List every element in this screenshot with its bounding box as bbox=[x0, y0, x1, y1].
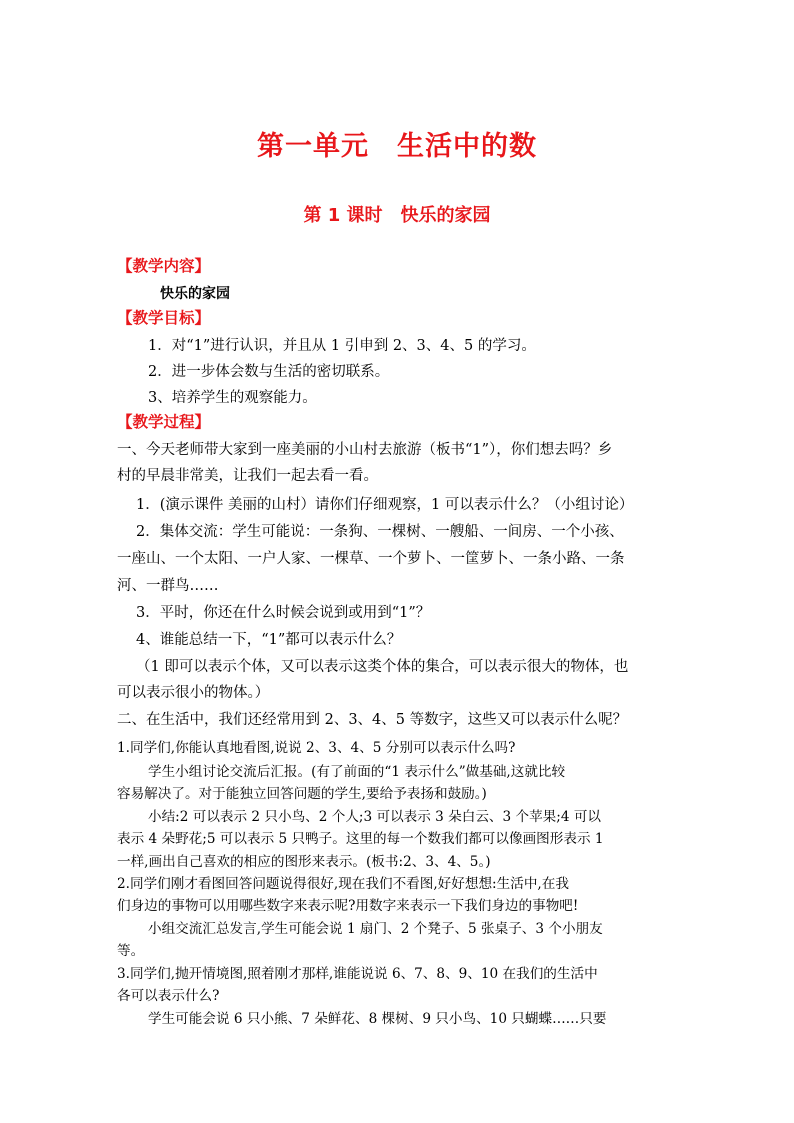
content-text: 快乐的家园 bbox=[160, 286, 230, 302]
body-line: 河、一群鸟…… bbox=[117, 578, 219, 594]
goal-item: 3、培养学生的观察能力。 bbox=[148, 390, 317, 406]
body-line: 学生可能会说 6 只小熊、7 朵鲜花、8 棵树、9 只小鸟、10 只蝴蝶……只要 bbox=[148, 1011, 607, 1027]
section-heading-goals: 【教学目标】 bbox=[117, 309, 211, 327]
body-line: 学生小组讨论交流后汇报。(有了前面的“1 表示什么”做基础,这就比较 bbox=[148, 764, 566, 780]
body-line: （1 即可以表示个体，又可以表示这类个体的集合，可以表示很大的物体，也 bbox=[136, 659, 629, 675]
goal-item: 1．对“1”进行认识，并且从 1 引申到 2、3、4、5 的学习。 bbox=[148, 338, 536, 354]
body-line: 一、今天老师带大家到一座美丽的小山村去旅游（板书“1”），你们想去吗？乡 bbox=[117, 442, 613, 458]
body-line: 3.同学们,抛开情境图,照着刚才那样,谁能说说 6、7、8、9、10 在我们的生活中 bbox=[117, 966, 598, 982]
body-line: 1.同学们,你能认真地看图,说说 2、3、4、5 分别可以表示什么吗? bbox=[117, 740, 516, 756]
body-line: 2.同学们刚才看图回答问题说得很好,现在我们不看图,好好想想:生活中,在我 bbox=[117, 876, 569, 892]
body-line: 表示 4 朵野花;5 可以表示 5 只鸭子。这里的每一个数我们都可以像画图形表示 1 bbox=[117, 831, 604, 847]
body-line: 2．集体交流：学生可能说：一条狗、一棵树、一艘船、一间房、一个小孩、 bbox=[136, 524, 624, 540]
section-heading-process: 【教学过程】 bbox=[117, 413, 211, 431]
body-line: 一样,画出自己喜欢的相应的图形来表示。(板书:2、3、4、5。) bbox=[117, 854, 491, 870]
body-line: 村的早晨非常美，让我们一起去看一看。 bbox=[117, 468, 378, 484]
body-line: 4、谁能总结一下，“1”都可以表示什么？ bbox=[136, 632, 402, 648]
body-line: 等。 bbox=[117, 943, 145, 959]
body-line: 各可以表示什么? bbox=[117, 988, 220, 1004]
body-line: 3．平时，你还在什么时候会说到或用到“1”？ bbox=[136, 605, 431, 621]
body-line: 可以表示很小的物体。） bbox=[117, 685, 270, 701]
body-line: 1．(演示课件 美丽的山村）请你们仔细观察，1 可以表示什么？（小组讨论） bbox=[136, 497, 634, 513]
body-line: 小结:2 可以表示 2 只小鸟、2 个人;3 可以表示 3 朵白云、3 个苹果;4 可以 bbox=[148, 809, 602, 825]
body-line: 小组交流汇总发言,学生可能会说 1 扇门、2 个凳子、5 张桌子、3 个小朋友 bbox=[148, 921, 603, 937]
body-line: 容易解决了。对于能独立回答问题的学生,要给予表扬和鼓励。) bbox=[117, 786, 487, 802]
lesson-subtitle: 第 1 课时 快乐的家园 bbox=[303, 205, 491, 226]
page-title: 第一单元 生活中的数 bbox=[257, 131, 537, 162]
body-line: 二、在生活中，我们还经常用到 2、3、4、5 等数字，这些又可以表示什么呢？ bbox=[117, 712, 628, 728]
section-heading-content: 【教学内容】 bbox=[117, 257, 211, 275]
goal-item: 2．进一步体会数与生活的密切联系。 bbox=[148, 364, 390, 380]
body-line: 们身边的事物可以用哪些数字来表示呢?用数字来表示一下我们身边的事物吧! bbox=[117, 898, 579, 914]
body-line: 一座山、一个太阳、一户人家、一棵草、一个萝卜、一筐萝卜、一条小路、一条 bbox=[117, 551, 625, 567]
